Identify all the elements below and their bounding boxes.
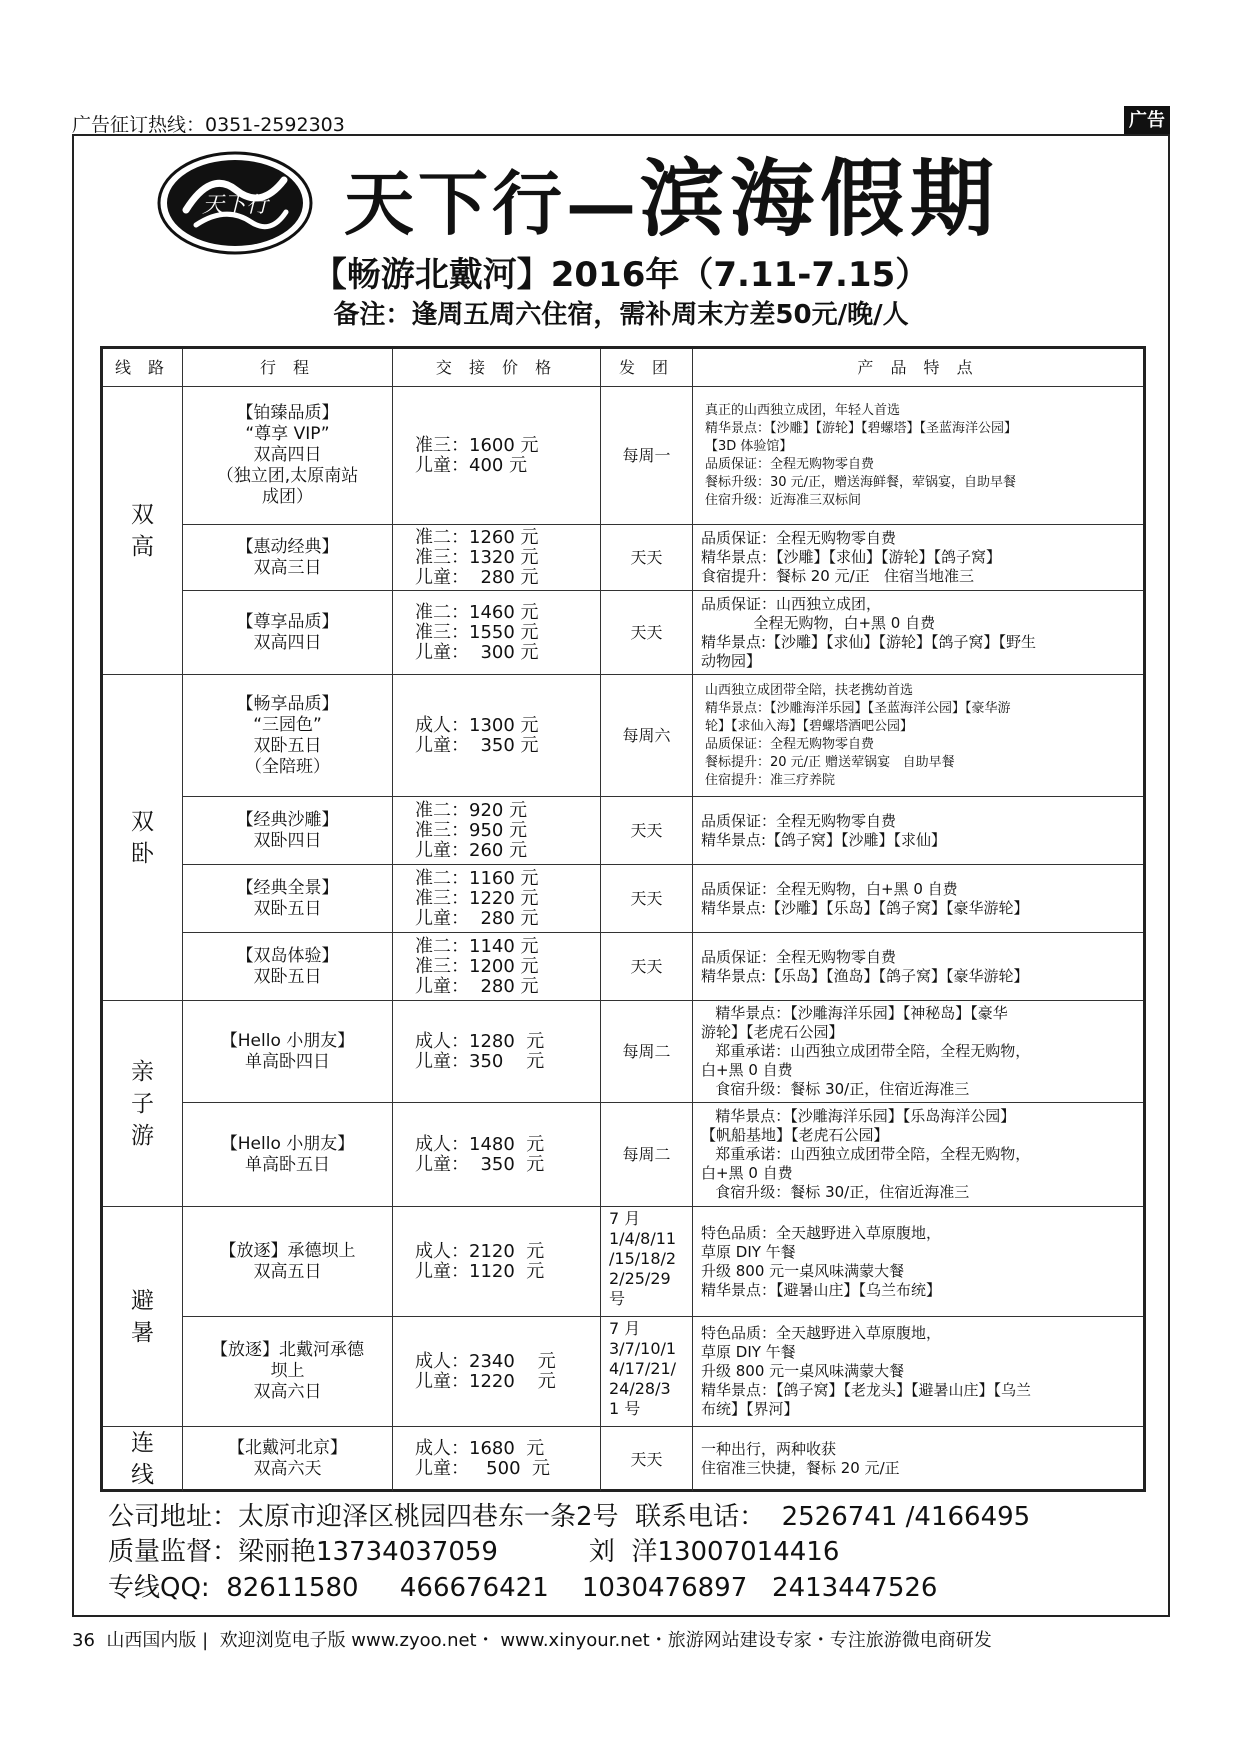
table-header: 交 接 价 格 (393, 349, 601, 387)
route-name-line: 双高四日 (253, 632, 322, 653)
feature-line: 餐标升级：30 元/正，赠送海鲜餐，荤锅宴，自助早餐 (705, 474, 1017, 490)
route-name-line: 双卧五日 (253, 898, 322, 919)
feature-line: 品质保证：全程无购物零自费 (701, 947, 897, 966)
feature-line: 草原 DIY 午餐 (701, 1242, 796, 1261)
feature-line: 精华景点:【乐岛】【渔岛】【鸽子窝】【豪华游轮】 (701, 966, 1029, 985)
route-name-line: 【惠动经典】 (236, 536, 339, 557)
table-header: 行 程 (183, 349, 393, 387)
product-features (693, 933, 1143, 1001)
tour-price: 成人：1480 元 儿童： 350 元 (393, 1103, 601, 1207)
departure-schedule: 每周二 (601, 1103, 693, 1207)
product-features (693, 387, 1143, 525)
route-category (103, 1427, 183, 1491)
departure-schedule: 天天 (601, 933, 693, 1001)
brand-logo-icon (156, 150, 314, 256)
route-name (183, 1207, 393, 1317)
route-category-label: 亲子游 (131, 1058, 154, 1149)
quality-supervision: 质量监督：梁丽艳13734037059 刘 洋13007014416 (108, 1537, 840, 1567)
page-footer: 36 山西国内版 | 欢迎浏览电子版 www.zyoo.net・ www.xinyour.net・旅游网站建设专家・专注旅游微电商研发 (72, 1630, 992, 1651)
tour-price: 准二：1160 元 准三：1220 元 儿童： 280 元 (393, 865, 601, 933)
feature-line: 住宿升级：近海准三双标间 (705, 492, 862, 508)
table-header: 产 品 特 点 (693, 349, 1143, 387)
route-name (183, 933, 393, 1001)
feature-line: 一种出行，两种收获 (701, 1440, 837, 1458)
route-name (183, 1427, 393, 1491)
feature-line: 精华景点：【沙雕海洋乐园】【圣蓝海洋公园】【豪华游 (705, 700, 1011, 716)
brand-title-part2: 滨海假期 (640, 149, 1001, 248)
tour-price: 成人：2340 元 儿童：1220 元 (393, 1317, 601, 1427)
product-features (693, 1103, 1143, 1207)
route-name-line: 【经典全景】 (236, 877, 339, 898)
route-name-line: 【双岛体验】 (236, 945, 339, 966)
route-category (103, 1001, 183, 1207)
feature-line: 升级 800 元一桌风味满蒙大餐 (701, 1261, 905, 1280)
feature-line: 食宿升级：餐标 30/正，住宿近海准三 (701, 1183, 970, 1201)
route-name (183, 387, 393, 525)
route-name-line: 【尊享品质】 (236, 611, 339, 632)
departure-schedule: 天天 (601, 591, 693, 675)
ad-frame (72, 134, 1170, 1617)
product-features (693, 865, 1143, 933)
feature-line: 布统】【界河】 (701, 1400, 799, 1418)
feature-line: 山西独立成团带全陪，扶老携幼首选 (705, 682, 914, 698)
route-name (183, 1001, 393, 1103)
departure-schedule: 7 月 3/7/10/1 4/17/21/ 24/28/3 1 号 (601, 1317, 693, 1427)
departure-schedule: 天天 (601, 865, 693, 933)
route-name-line: 双高六天 (253, 1459, 322, 1479)
route-name (183, 591, 393, 675)
feature-line: 品质保证：全程无购物零自费 (701, 529, 897, 547)
tour-price: 成人：2120 元 儿童：1120 元 (393, 1207, 601, 1317)
route-name-line: 【放逐】承德坝上 (219, 1240, 356, 1261)
hotline: 广告征订热线：0351-2592303 (72, 114, 345, 136)
feature-line: 精华景点:【沙雕】【求仙】【游轮】【鸽子窝】【野生 (701, 632, 1037, 651)
departure-schedule: 7 月 1/4/8/11 /15/18/2 2/25/29 号 (601, 1207, 693, 1317)
table-header: 线 路 (103, 349, 183, 387)
departure-schedule: 天天 (601, 797, 693, 865)
route-name-line: 【北戴河北京】 (228, 1438, 347, 1458)
route-name-line: 双高四日 (253, 445, 322, 465)
route-name-line: “尊享 VIP” (245, 424, 330, 444)
feature-line: 特色品质：全天越野进入草原腹地， (701, 1324, 942, 1342)
route-name-line: 坝上 (270, 1361, 305, 1381)
route-name-line: 【畅享品质】 (236, 693, 339, 714)
feature-line: 食宿提升：餐标 20 元/正 住宿当地准三 (701, 567, 974, 585)
company-address: 公司地址：太原市迎泽区桃园四巷东一条2号 联系电话： 2526741 /4166495 (108, 1502, 1031, 1532)
tour-price: 准二：1460 元 准三：1550 元 儿童： 300 元 (393, 591, 601, 675)
route-category-label: 连线 (131, 1430, 154, 1488)
route-category-label: 双高 (131, 501, 154, 560)
product-features (693, 591, 1143, 675)
route-name-line: 单高卧五日 (245, 1154, 330, 1175)
feature-line: 轮】【求仙入海】【碧螺塔酒吧公园】 (705, 718, 914, 734)
feature-line: 【帆船基地】【老虎石公园】 (701, 1126, 889, 1144)
departure-schedule: 每周六 (601, 675, 693, 797)
tour-price: 准二：1260 元 准三：1320 元 儿童： 280 元 (393, 525, 601, 591)
route-category (103, 387, 183, 675)
route-category-label: 避暑 (131, 1287, 154, 1346)
route-name-line: 【经典沙雕】 (236, 809, 339, 830)
product-features (693, 1001, 1143, 1103)
brand-title-part1: 天下行— (344, 162, 640, 245)
ad-tag: 广告 (1124, 106, 1170, 136)
departure-schedule: 每周一 (601, 387, 693, 525)
feature-line: 草原 DIY 午餐 (701, 1343, 796, 1361)
route-name-line: 双卧四日 (253, 830, 322, 851)
feature-line: 全程无购物，白+黑 0 自费 (701, 613, 936, 632)
feature-line: 升级 800 元一桌风味满蒙大餐 (701, 1362, 905, 1380)
feature-line: 郑重承诺：山西独立成团带全陪，全程无购物， (701, 1042, 1031, 1060)
feature-line: 真正的山西独立成团，年轻人首选 (705, 402, 901, 418)
feature-line: 精华景点：【沙雕】【游轮】【碧螺塔】【圣蓝海洋公园】 (705, 420, 1018, 436)
tour-subtitle: 【畅游北戴河】2016年（7.11-7.15） (312, 255, 930, 295)
route-name-line: （全陪班） (245, 756, 330, 777)
product-features (693, 1317, 1143, 1427)
route-name-line: 双卧五日 (253, 966, 322, 987)
route-name (183, 675, 393, 797)
route-name-line: 【Hello 小朋友】 (220, 1133, 355, 1154)
feature-line: 品质保证：山西独立成团， (701, 594, 882, 613)
feature-line: 精华景点:【鸽子窝】【沙雕】【求仙】 (701, 830, 947, 849)
feature-line: 白+黑 0 自费 (701, 1061, 793, 1079)
feature-line: 动物园】 (701, 651, 762, 670)
route-name (183, 865, 393, 933)
table-header: 发 团 (601, 349, 693, 387)
feature-line: 特色品质：全天越野进入草原腹地， (701, 1223, 942, 1242)
feature-line: 精华景点：【沙雕海洋乐园】【乐岛海洋公园】 (701, 1107, 1016, 1125)
qq-contacts: 专线QQ: 82611580 466676421 1030476897 2413447526 (108, 1573, 938, 1603)
logo-text: 天下行 (201, 193, 269, 218)
route-name-line: 【铂臻品质】 (236, 403, 339, 423)
feature-line: 精华景点：【避暑山庄】【乌兰布统】 (701, 1280, 942, 1299)
route-name (183, 797, 393, 865)
departure-schedule: 天天 (601, 1427, 693, 1491)
feature-line: 精华景点:【沙雕】【乐岛】【鸽子窝】【豪华游轮】 (701, 898, 1029, 917)
tour-table (100, 346, 1146, 1492)
feature-line: 精华景点：【沙雕海洋乐园】【神秘岛】【豪华 (701, 1004, 1008, 1022)
route-name-line: 双高六日 (253, 1382, 322, 1402)
route-name (183, 1103, 393, 1207)
route-name-line: 单高卧四日 (245, 1051, 330, 1072)
route-name-line: 【Hello 小朋友】 (220, 1030, 355, 1051)
route-name (183, 1317, 393, 1427)
brand-title (344, 149, 1001, 248)
feature-line: 住宿准三快捷，餐标 20 元/正 (701, 1459, 900, 1477)
tour-price: 准二：1140 元 准三：1200 元 儿童： 280 元 (393, 933, 601, 1001)
route-category (103, 1207, 183, 1427)
feature-line: 【3D 体验馆】 (705, 438, 793, 454)
feature-line: 精华景点：【鸽子窝】【老龙头】【避暑山庄】【乌兰 (701, 1381, 1032, 1399)
weekend-note: 备注：逢周五周六住宿，需补周末方差50元/晚/人 (333, 300, 909, 330)
feature-line: 精华景点：【沙雕】【求仙】【游轮】【鸽子窝】 (701, 548, 1002, 566)
feature-line: 住宿提升：准三疗养院 (705, 772, 836, 788)
route-name-line: “三园色” (253, 714, 322, 735)
tour-price: 准三：1600 元 儿童：400 元 (393, 387, 601, 525)
product-features (693, 1427, 1143, 1491)
feature-line: 游轮】【老虎石公园】 (701, 1023, 844, 1041)
route-name-line: 成团） (262, 487, 313, 507)
route-name-line: 双高三日 (253, 557, 322, 578)
product-features (693, 1207, 1143, 1317)
tour-price: 准二：920 元 准三：950 元 儿童：260 元 (393, 797, 601, 865)
feature-line: 食宿升级：餐标 30/正，住宿近海准三 (701, 1080, 970, 1098)
product-features (693, 525, 1143, 591)
feature-line: 品质保证：全程无购物，白+黑 0 自费 (701, 879, 958, 898)
feature-line: 品质保证：全程无购物零自费 (705, 456, 875, 472)
feature-line: 品质保证：全程无购物零自费 (701, 811, 897, 830)
departure-schedule: 每周二 (601, 1001, 693, 1103)
departure-schedule: 天天 (601, 525, 693, 591)
tour-price: 成人：1280 元 儿童：350 元 (393, 1001, 601, 1103)
tour-price: 成人：1300 元 儿童： 350 元 (393, 675, 601, 797)
feature-line: 郑重承诺：山西独立成团带全陪，全程无购物， (701, 1145, 1031, 1163)
route-name-line: 【放逐】北戴河承德 (211, 1340, 364, 1360)
feature-line: 白+黑 0 自费 (701, 1164, 793, 1182)
route-category-label: 双卧 (131, 808, 154, 867)
product-features (693, 797, 1143, 865)
feature-line: 餐标提升：20 元/正 赠送荤锅宴 自助早餐 (705, 754, 955, 770)
route-name-line: （独立团,太原南站 (216, 466, 359, 486)
feature-line: 品质保证：全程无购物零自费 (705, 736, 875, 752)
route-name-line: 双高五日 (253, 1261, 322, 1282)
route-name (183, 525, 393, 591)
product-features (693, 675, 1143, 797)
route-name-line: 双卧五日 (253, 735, 322, 756)
route-category (103, 675, 183, 1001)
tour-price: 成人：1680 元 儿童： 500 元 (393, 1427, 601, 1491)
